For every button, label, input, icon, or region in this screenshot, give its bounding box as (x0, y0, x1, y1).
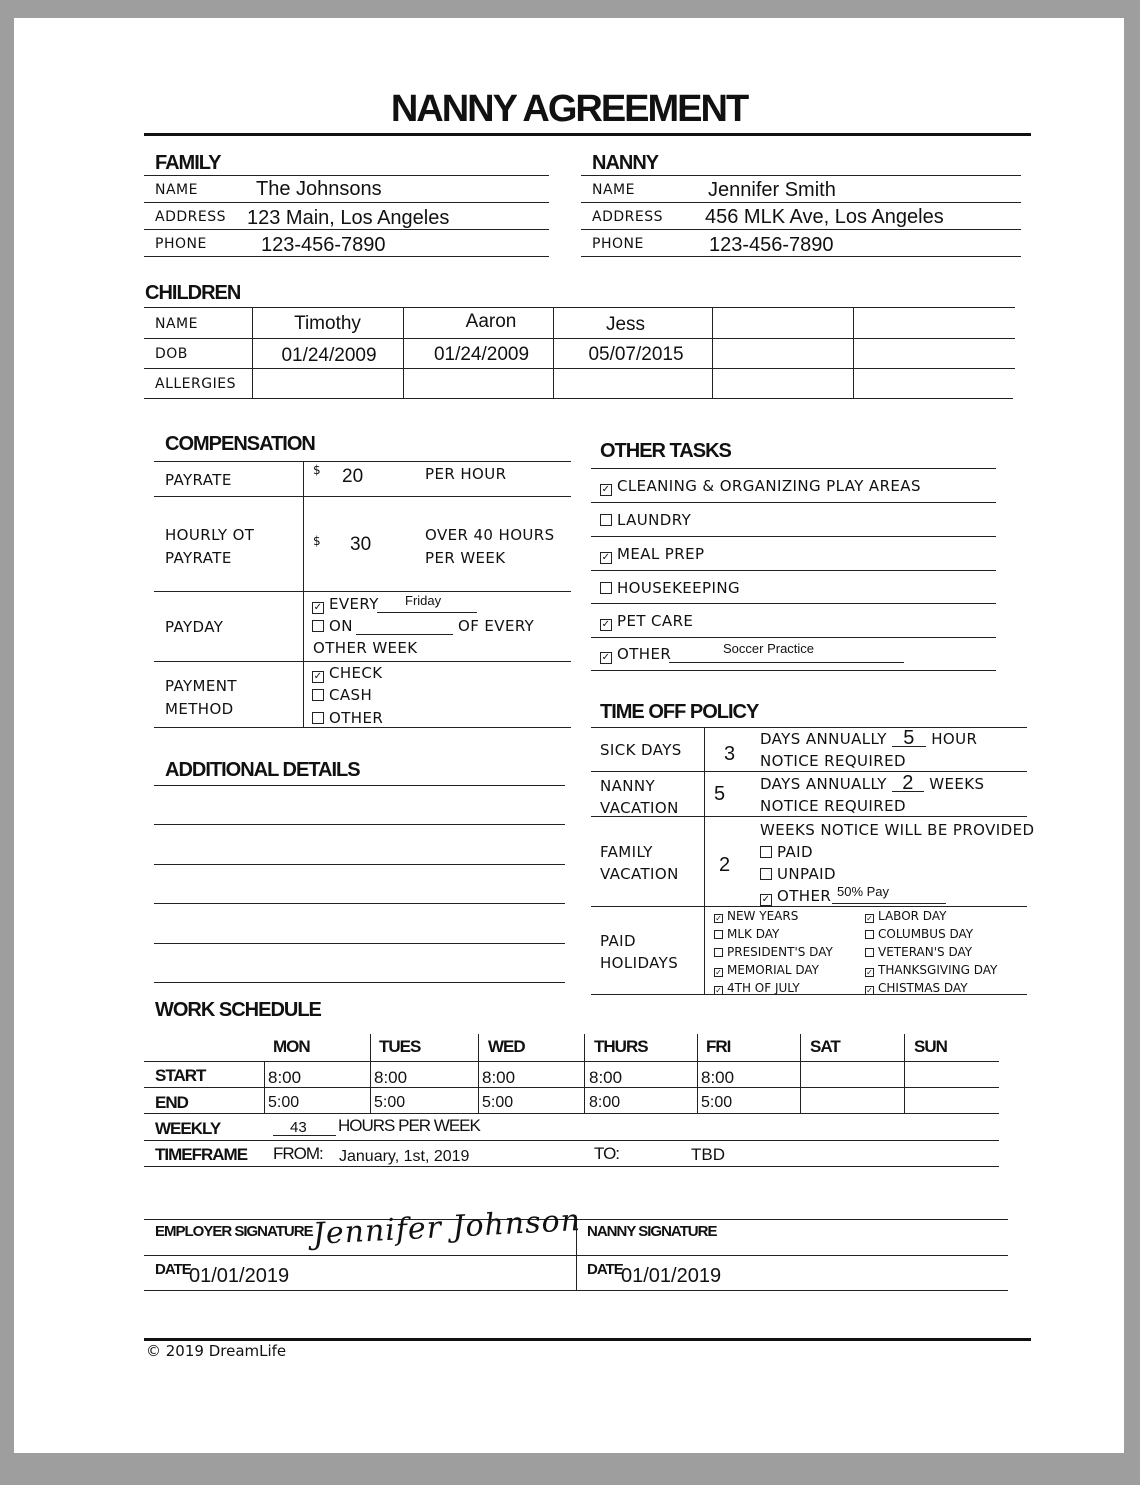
method-other-text: OTHER (329, 709, 384, 727)
day-header: THURS (594, 1037, 648, 1056)
method-check-option[interactable] (312, 664, 383, 682)
holiday-label: MEMORIAL DAY (727, 963, 819, 977)
nanny-vacation-label (600, 775, 679, 819)
task-pet-care[interactable] (600, 612, 693, 630)
holiday-item[interactable] (865, 943, 997, 961)
day-header: FRI (706, 1037, 731, 1056)
holiday-item[interactable] (865, 925, 997, 943)
nanny-date-label: DATE (587, 1261, 623, 1278)
employer-signature[interactable]: Jennifer Johnson (312, 1202, 582, 1252)
compensation-heading: COMPENSATION (165, 433, 315, 455)
fam-option-text: PAID (777, 843, 813, 861)
payrate-currency: $ (313, 463, 321, 477)
family-name-label: NAME (155, 182, 198, 198)
holiday-label: COLUMBUS DAY (878, 927, 974, 941)
checkbox-icon[interactable] (714, 930, 723, 939)
holiday-item[interactable] (714, 961, 833, 979)
start-label: START (155, 1066, 206, 1085)
nanny-address-label: ADDRESS (592, 209, 663, 225)
paid-holidays-line: HOLIDAYS (600, 954, 679, 972)
vacation-text (760, 772, 985, 794)
time-off-heading: TIME OFF POLICY (600, 701, 759, 723)
child-dob[interactable]: 01/24/2009 (281, 345, 377, 366)
checkbox-icon[interactable] (714, 948, 723, 957)
ot-label-line: HOURLY OT (165, 526, 255, 544)
checked-box-icon[interactable]: ✓ (601, 619, 611, 630)
sick-text: HOUR (931, 730, 978, 748)
family-vacation-label (600, 841, 679, 885)
to-label: TO: (594, 1144, 620, 1163)
nanny-vacation-line: NANNY (600, 777, 656, 795)
additional-details-line[interactable] (154, 824, 565, 825)
holiday-item[interactable] (865, 907, 997, 925)
checkbox-icon[interactable] (760, 868, 772, 880)
footer-copyright: © 2019 DreamLife (146, 1342, 287, 1360)
holiday-label: MLK DAY (727, 927, 780, 941)
employer-signature-label: EMPLOYER SIGNATURE (155, 1223, 313, 1240)
day-header: SUN (914, 1037, 947, 1056)
checked-box-icon[interactable]: ✓ (866, 986, 873, 995)
task-other-field[interactable]: Soccer Practice (723, 641, 815, 656)
ot-rate-field[interactable]: 30 (350, 534, 372, 555)
children-dob-label: DOB (155, 346, 188, 362)
task-label: OTHER (617, 645, 672, 663)
checkbox-icon[interactable] (312, 712, 324, 724)
ot-unit-line: OVER 40 HOURS (425, 526, 555, 544)
fam-option-text: UNPAID (777, 865, 836, 883)
checked-box-icon[interactable]: ✓ (313, 671, 323, 682)
sick-days-label: SICK DAYS (600, 741, 682, 759)
checkbox-icon[interactable] (600, 582, 612, 594)
family-address-field[interactable]: 123 Main, Los Angeles (247, 207, 450, 229)
weekly-unit: HOURS PER WEEK (338, 1116, 480, 1135)
sick-text: DAYS ANNUALLY (760, 730, 887, 748)
payrate-field[interactable]: 20 (342, 466, 364, 487)
document-page (14, 18, 1124, 1453)
payment-method-label (165, 675, 237, 721)
nanny-address-field[interactable]: 456 MLK Ave, Los Angeles (705, 206, 944, 228)
family-address-label: ADDRESS (155, 209, 226, 225)
holiday-label: PRESIDENT'S DAY (727, 945, 833, 959)
payrate-label: PAYRATE (165, 471, 232, 489)
child-dob[interactable]: 01/24/2009 (433, 344, 530, 365)
family-vacation-weeks-field[interactable]: 2 (719, 854, 731, 876)
task-housekeeping[interactable] (600, 579, 740, 597)
nanny-date-field[interactable]: 01/01/2019 (621, 1265, 722, 1287)
employer-date-label: DATE (155, 1261, 191, 1278)
payday-every-text: EVERY (329, 595, 379, 613)
task-meal-prep[interactable] (600, 545, 704, 563)
fam-option-text: OTHER (777, 887, 832, 905)
holidays-left-list (714, 907, 833, 997)
task-laundry[interactable] (600, 511, 691, 529)
payrate-unit: PER HOUR (425, 465, 507, 483)
ot-unit (425, 524, 555, 570)
family-vacation-text: WEEKS NOTICE WILL BE PROVIDED (760, 821, 1035, 839)
family-vacation-line: VACATION (600, 865, 679, 883)
work-schedule-heading: WORK SCHEDULE (155, 999, 321, 1021)
payday-other-week: OTHER WEEK (313, 639, 418, 657)
checked-box-icon[interactable]: ✓ (866, 968, 873, 977)
day-header: MON (273, 1037, 310, 1056)
checkbox-icon[interactable] (865, 930, 874, 939)
weekly-hours-field[interactable]: 43 (290, 1119, 307, 1136)
method-cash-option[interactable] (312, 686, 372, 704)
fam-other-option[interactable] (760, 887, 831, 905)
checked-box-icon[interactable]: ✓ (866, 914, 873, 923)
additional-details-line[interactable] (154, 864, 565, 865)
additional-details-line[interactable] (154, 903, 565, 904)
additional-details-heading: ADDITIONAL DETAILS (165, 759, 360, 781)
ot-label (165, 524, 254, 570)
holiday-item[interactable] (714, 943, 833, 961)
holiday-item[interactable] (714, 925, 833, 943)
end-time[interactable]: 5:00 (701, 1094, 733, 1111)
ot-unit-line: PER WEEK (425, 549, 506, 567)
nanny-name-field[interactable]: Jennifer Smith (708, 179, 836, 201)
checkbox-icon[interactable] (600, 514, 612, 526)
day-header: WED (488, 1037, 525, 1056)
task-label: PET CARE (617, 612, 694, 630)
payday-every-field[interactable]: Friday (405, 593, 442, 608)
start-time[interactable]: 8:00 (482, 1068, 516, 1087)
day-header: TUES (379, 1037, 421, 1056)
vac-notice-text: NOTICE REQUIRED (760, 797, 906, 815)
end-time[interactable]: 8:00 (589, 1094, 621, 1111)
paid-holidays-line: PAID (600, 932, 636, 950)
task-cleaning[interactable] (600, 477, 921, 495)
end-time[interactable]: 5:00 (374, 1094, 406, 1111)
method-check-text: CHECK (329, 664, 383, 682)
vac-text: DAYS ANNUALLY (760, 775, 887, 793)
checkbox-icon[interactable] (760, 846, 772, 858)
end-time[interactable]: 5:00 (268, 1094, 300, 1111)
family-name-field[interactable]: The Johnsons (256, 178, 382, 200)
children-name-label: NAME (155, 316, 198, 332)
task-label: CLEANING & ORGANIZING PLAY AREAS (617, 477, 921, 495)
family-phone-label: PHONE (155, 236, 207, 252)
page-title: NANNY AGREEMENT (390, 88, 748, 130)
checked-box-icon[interactable]: ✓ (601, 652, 611, 663)
task-label: MEAL PREP (617, 545, 705, 563)
other-tasks-heading: OTHER TASKS (600, 440, 731, 462)
sick-days-text (760, 727, 978, 749)
children-heading: CHILDREN (145, 282, 241, 304)
from-date-field[interactable]: January, 1st, 2019 (339, 1148, 470, 1165)
holiday-label: NEW YEARS (727, 909, 799, 923)
nanny-heading: NANNY (592, 152, 659, 174)
sick-days-field[interactable]: 3 (724, 743, 736, 765)
sick-notice-field[interactable]: 5 (892, 730, 926, 747)
checked-box-icon[interactable]: ✓ (715, 986, 722, 995)
checked-box-icon[interactable]: ✓ (601, 484, 611, 495)
task-other[interactable] (600, 645, 671, 663)
fam-paid-option[interactable] (760, 843, 813, 861)
start-time[interactable]: 8:00 (589, 1068, 623, 1087)
fam-other-field[interactable]: 50% Pay (837, 884, 890, 899)
checkbox-icon[interactable] (312, 620, 324, 632)
ot-label-line: PAYRATE (165, 549, 232, 567)
payday-of-every: OF EVERY (458, 617, 535, 635)
payday-on-text: ON (329, 617, 353, 635)
payment-label-line: METHOD (165, 700, 234, 718)
checked-box-icon[interactable]: ✓ (715, 914, 722, 923)
family-phone-field[interactable]: 123-456-7890 (261, 234, 386, 256)
checked-box-icon[interactable]: ✓ (313, 602, 323, 613)
nanny-name-label: NAME (592, 182, 635, 198)
vac-notice-field[interactable]: 2 (892, 775, 924, 792)
holidays-right-list (865, 907, 997, 997)
family-vacation-line: FAMILY (600, 843, 653, 861)
checked-box-icon[interactable]: ✓ (601, 552, 611, 563)
checkbox-icon[interactable] (312, 689, 324, 701)
task-label: HOUSEKEEPING (617, 579, 740, 597)
paid-holidays-label (600, 930, 678, 974)
to-date-field[interactable]: TBD (691, 1145, 725, 1164)
method-cash-text: CASH (329, 686, 373, 704)
payday-on-option[interactable] (312, 617, 353, 635)
start-time[interactable]: 8:00 (268, 1068, 302, 1087)
nanny-signature-label: NANNY SIGNATURE (587, 1223, 717, 1240)
ot-currency: $ (313, 534, 321, 548)
day-header: SAT (810, 1037, 840, 1056)
holiday-item[interactable] (865, 961, 997, 979)
child-dob[interactable]: 05/07/2015 (588, 344, 684, 365)
child-name[interactable]: Timothy (294, 313, 361, 334)
from-label: FROM: (273, 1144, 323, 1163)
vac-text: WEEKS (929, 775, 985, 793)
nanny-phone-field[interactable]: 123-456-7890 (709, 234, 834, 256)
fam-unpaid-option[interactable] (760, 865, 836, 883)
checked-box-icon[interactable]: ✓ (715, 968, 722, 977)
checkbox-icon[interactable] (865, 948, 874, 957)
sick-notice-text: NOTICE REQUIRED (760, 752, 906, 770)
payday-label: PAYDAY (165, 618, 224, 636)
nanny-vacation-line: VACATION (600, 799, 679, 817)
holiday-item[interactable] (714, 979, 833, 997)
child-name[interactable]: Jess (605, 314, 646, 335)
weekly-label: WEEKLY (155, 1119, 221, 1138)
task-label: LAUNDRY (617, 511, 692, 529)
holiday-label: VETERAN'S DAY (878, 945, 973, 959)
checked-box-icon[interactable]: ✓ (761, 894, 771, 905)
holiday-label: THANKSGIVING DAY (878, 963, 998, 977)
end-label: END (155, 1093, 188, 1112)
holiday-item[interactable] (714, 907, 833, 925)
employer-date-field[interactable]: 01/01/2019 (189, 1265, 290, 1287)
end-time[interactable]: 5:00 (482, 1094, 514, 1111)
family-heading: FAMILY (155, 152, 221, 174)
additional-details-line[interactable] (154, 943, 565, 944)
method-other-option[interactable] (312, 709, 383, 727)
nanny-phone-label: PHONE (592, 236, 644, 252)
children-allergies-label: ALLERGIES (155, 376, 236, 392)
child-name[interactable]: Aaron (465, 311, 517, 332)
payday-every-option[interactable] (312, 595, 379, 613)
start-time[interactable]: 8:00 (374, 1068, 408, 1087)
vacation-days-field[interactable]: 5 (714, 783, 726, 805)
timeframe-label: TIMEFRAME (155, 1145, 248, 1164)
start-time[interactable]: 8:00 (701, 1068, 735, 1087)
additional-details-line[interactable] (154, 982, 565, 983)
holiday-item[interactable] (865, 979, 997, 997)
holiday-label: CHISTMAS DAY (878, 981, 968, 995)
holiday-label: 4TH OF JULY (727, 981, 800, 995)
payment-label-line: PAYMENT (165, 677, 237, 695)
holiday-label: LABOR DAY (878, 909, 947, 923)
